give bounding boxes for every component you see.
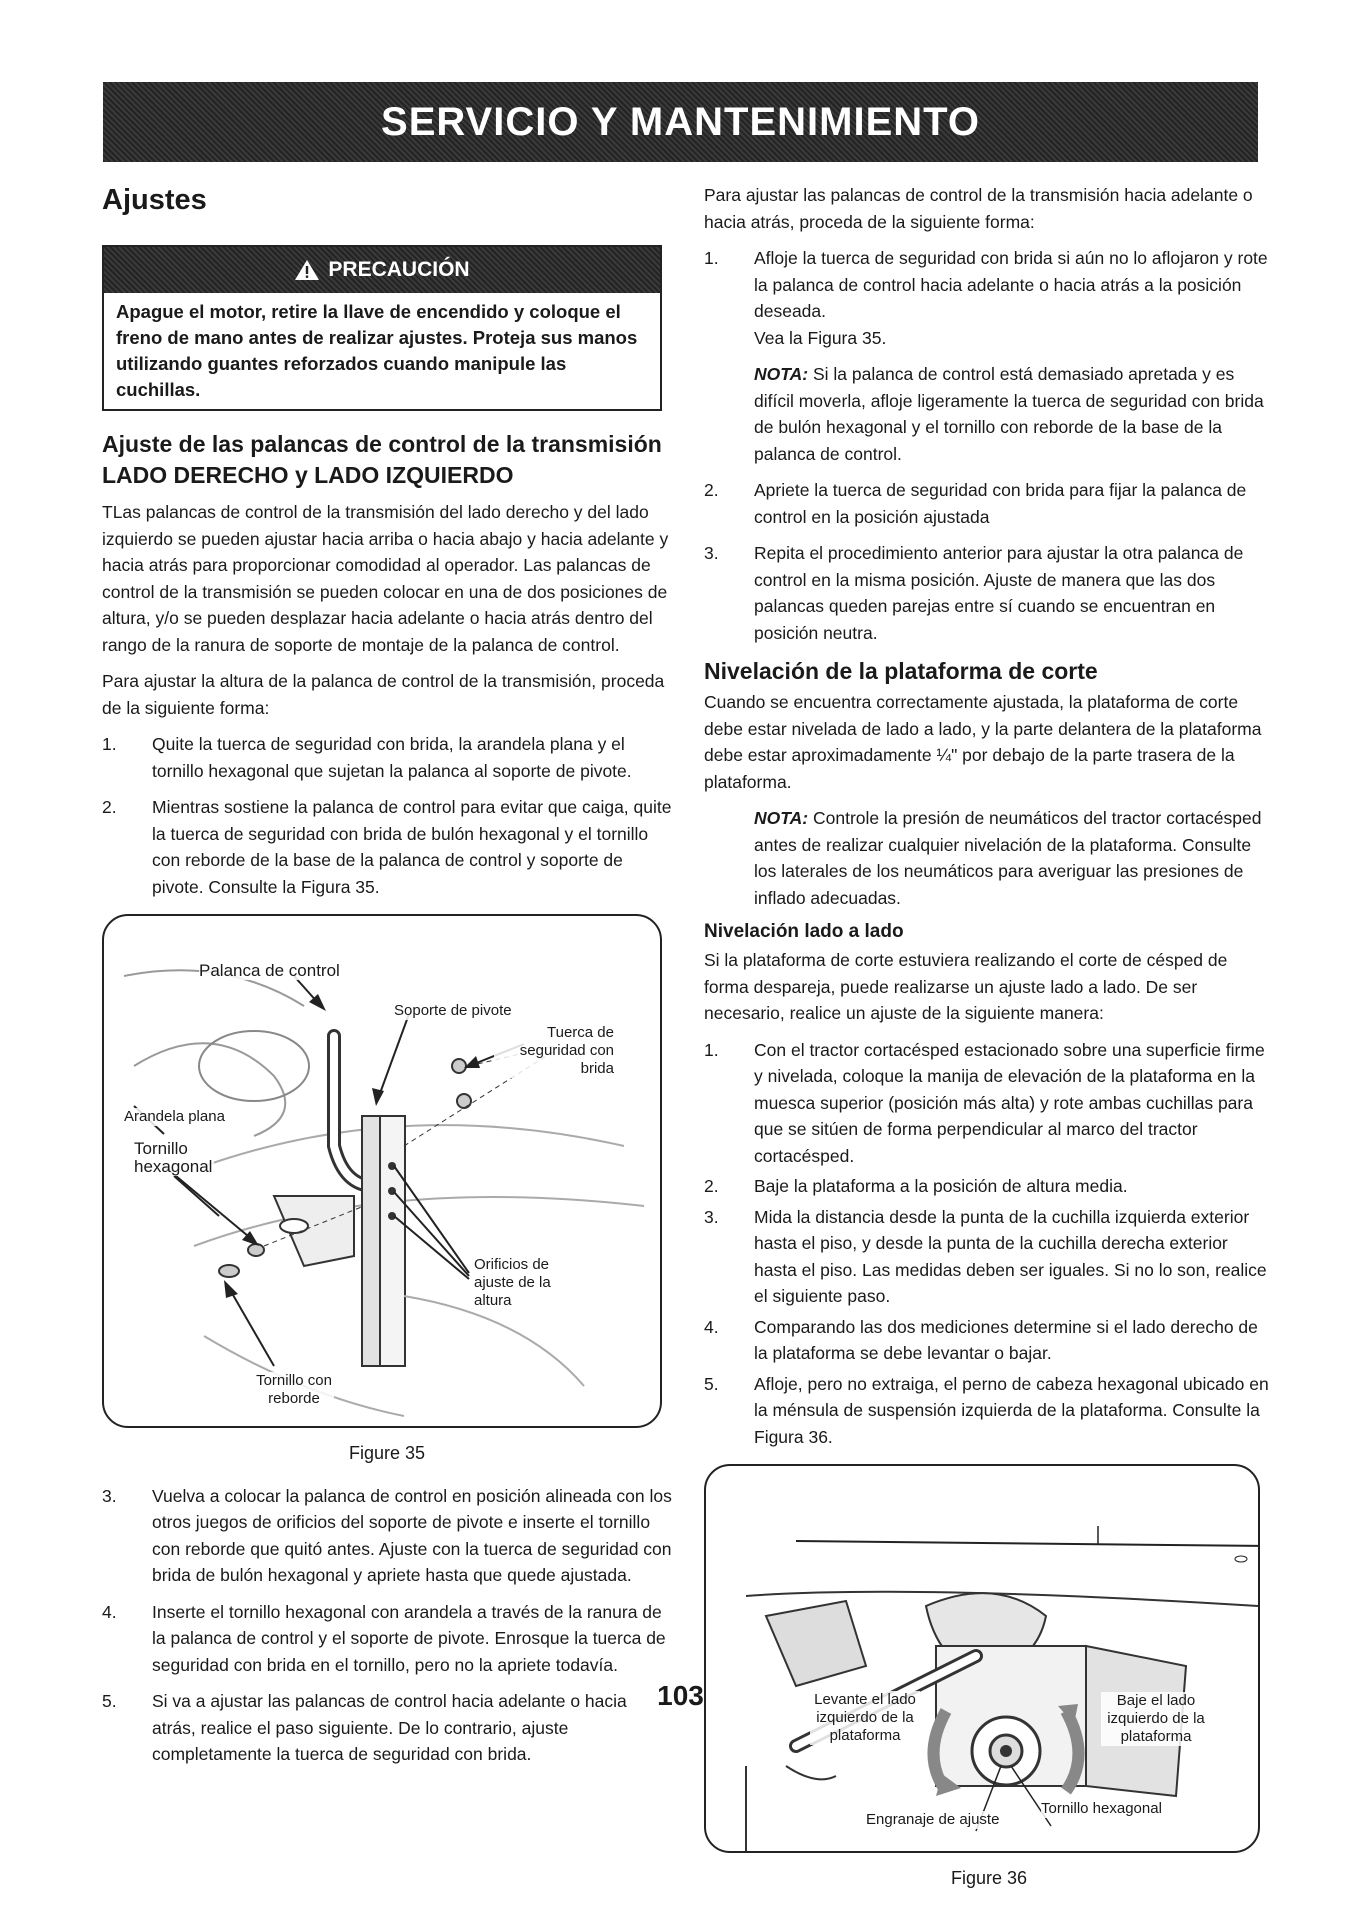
caution-title: PRECAUCIÓN — [328, 258, 470, 281]
step-list — [102, 731, 672, 900]
list-item: 3. Mida la distancia desde la punta de la cuchilla izquierda exterior hasta el piso, y desde la punta de la cuchilla derecha exterior hasta el piso. Las medidas deben ser iguales. Si no lo son, realice el siguiente paso. — [704, 1206, 1267, 1306]
caution-header — [104, 247, 660, 293]
label-raise-left: Levante el lado izquierdo de la plataforma — [810, 1691, 920, 1745]
note: NOTA: Si la palanca de control está demasiado apretada y es difícil moverla, afloje ligeramente la tuerca de seguridad con brida de bulón hexagonal y el tornillo con reborde de la base de la palanca de control. — [754, 364, 1264, 464]
step-list — [704, 245, 1274, 351]
list-item: 2. Apriete la tuerca de seguridad con brida para fijar la palanca de control en la posición ajustada — [704, 480, 1247, 527]
left-column — [102, 176, 672, 1778]
paragraph: Para ajustar la altura de la palanca de control de la transmisión, proceda de la siguiente forma: — [102, 671, 665, 718]
list-item: 2. Baje la plataforma a la posición de altura media. — [704, 1176, 1128, 1196]
list-item: 1. Afloje la tuerca de seguridad con brida si aún no lo aflojaron y rote la palanca de control hacia adelante o hacia atrás a la posición deseada. Vea la Figura 35. — [704, 248, 1268, 348]
section-banner — [103, 82, 1258, 162]
paragraph: Para ajustar las palancas de control de la transmisión hacia adelante o hacia atrás, proceda de la siguiente forma: — [704, 185, 1253, 232]
figure-35 — [102, 914, 662, 1428]
list-item: 4. Inserte el tornillo hexagonal con arandela a través de la ranura de la palanca de control y el soporte de pivote. Enrosque la tuerca de seguridad con brida en el tornillo, pero no la apriete todavía. — [102, 1601, 666, 1675]
label-hex-bolt-36: Tornillo hexagonal — [1041, 1800, 1162, 1817]
list-item: 1. Quite la tuerca de seguridad con brida, la arandela plana y el tornillo hexagonal que sujetan la palanca al soporte de pivote. — [102, 734, 632, 781]
note: NOTA: Controle la presión de neumáticos del tractor cortacésped antes de realizar cualquier nivelación de la plataforma. Consulte los laterales de los neumáticos para averiguar las presiones de inflado adecuadas. — [754, 808, 1262, 908]
page-number: 103 — [657, 1680, 704, 1711]
paragraph: TLas palancas de control de la transmisión del lado derecho y del lado izquierdo se pueden ajustar hacia arriba o hacia abajo y hacia adelante y hacia atrás para proporcionar comodidad al operador. Las palancas de control de la transmisión se pueden colocar en una de dos posiciones de altura, y/o se pueden desplazar hacia adelante o hacia atrás dentro del rango de la ranura de soporte de montaje de la palanca de control. — [102, 502, 669, 655]
banner-title: SERVICIO Y MANTENIMIENTO — [381, 99, 980, 144]
label-hex-bolt: Tornillo hexagonal — [134, 1139, 213, 1176]
section-heading-ajustes: Ajustes — [102, 184, 207, 216]
list-item: 5. Si va a ajustar las palancas de control hacia adelante o hacia atrás, realice el paso siguiente. De lo contrario, ajuste completamente la tuerca de seguridad con brida. — [102, 1691, 627, 1764]
label-shoulder-bolt: Tornillo con reborde — [254, 1372, 334, 1408]
list-item: 4. Comparando las dos mediciones determine si el lado derecho de la plataforma se debe levantar o bajar. — [704, 1316, 1258, 1363]
paragraph: Si la plataforma de corte estuviera realizando el corte de césped de forma despareja, puede realizarse un ajuste lado a lado. De ser necesario, realice un ajuste de la siguiente manera: — [704, 950, 1228, 1023]
list-item: 3. Repita el procedimiento anterior para ajustar la otra palanca de control en la misma posición. Ajuste de manera que las dos palancas queden parejas entre sí cuando se encuentran en posición neutra. — [704, 543, 1244, 643]
step-list — [704, 477, 1274, 646]
label-adjust-holes: Orificios de ajuste de la altura — [474, 1256, 564, 1310]
caution-box — [102, 245, 662, 411]
list-item: 2. Mientras sostiene la palanca de control para evitar que caiga, quite la tuerca de seguridad con brida de bulón hexagonal y el tornillo con reborde de la base de la palanca de control y soporte de pivote. Consulte la Figura 35. — [102, 797, 672, 897]
right-column — [704, 182, 1274, 1908]
figure-36-caption: Figure 36 — [950, 1868, 1028, 1888]
label-adjust-gear: Engranaje de ajuste — [866, 1811, 1000, 1828]
label-flat-washer: Arandela plana — [124, 1108, 225, 1125]
label-flange-nut: Tuerca de seguridad con brida — [494, 1024, 614, 1078]
warning-icon — [294, 259, 320, 281]
heading-deck-leveling: Nivelación de la plataforma de corte — [704, 658, 1098, 684]
figure-35-caption: Figure 35 — [348, 1443, 426, 1463]
label-pivot-bracket: Soporte de pivote — [394, 1002, 514, 1020]
paragraph: Cuando se encuentra correctamente ajustada, la plataforma de corte debe estar nivelada de lado a lado, y la parte delantera de la plataforma debe estar aproximadamente ¼" por debajo de la parte trasera de la plataforma. — [704, 692, 1262, 792]
label-lower-left: Baje el lado izquierdo de la plataforma — [1101, 1692, 1211, 1746]
list-item: 3. Vuelva a colocar la palanca de control en posición alineada con los otros juegos de orificios del soporte de pivote e inserte el tornillo con reborde que quitó antes. Ajuste con la tuerca de seguridad con brida de bulón hexagonal y apriete hasta que quede ajustada. — [102, 1485, 672, 1585]
step-list — [704, 1037, 1274, 1451]
list-item: 1. Con el tractor cortacésped estacionado sobre una superficie firme y nivelada, coloque la manija de elevación de la plataforma en la muesca superior (posición más alta) y rote ambas cuchillas para que se sitúen de forma perpendicular al marco del tractor cortacésped. — [704, 1039, 1265, 1166]
figure-36 — [704, 1464, 1260, 1853]
subheading-lever-adjust: Ajuste de las palancas de control de la transmisión LADO DERECHO y LADO IZQUIERDO — [102, 431, 662, 488]
label-control-lever: Palanca de control — [199, 961, 340, 980]
caution-text: Apague el motor, retire la llave de encendido y coloque el freno de mano antes de realizar ajustes. Proteja sus manos utilizando guantes reforzados cuando manipule las cuchillas. — [116, 301, 638, 400]
figure-36-illustration — [706, 1466, 1258, 1851]
step-list — [102, 1483, 672, 1768]
list-item: 5. Afloje, pero no extraiga, el perno de cabeza hexagonal ubicado en la ménsula de suspensión izquierda de la plataforma. Consulte la Figura 36. — [704, 1373, 1269, 1447]
heading-side-to-side: Nivelación lado a lado — [704, 921, 904, 942]
